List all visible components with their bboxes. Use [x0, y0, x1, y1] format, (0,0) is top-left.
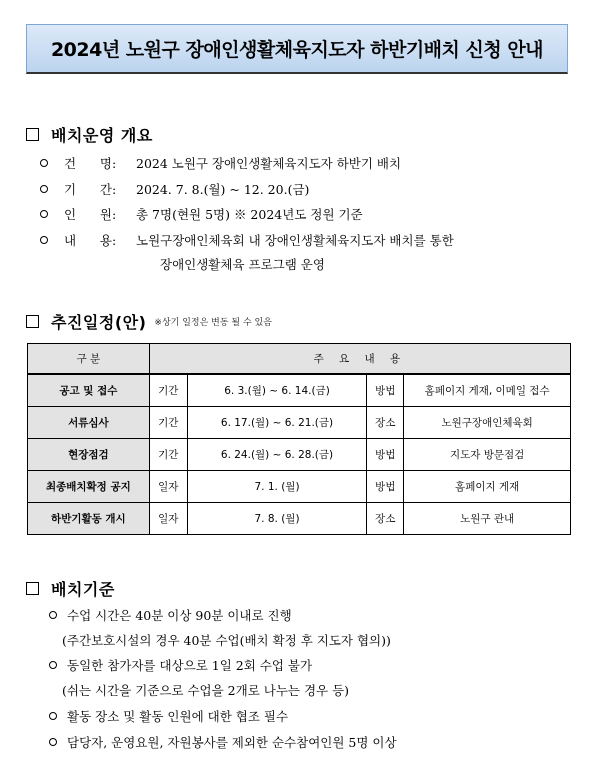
- checkbox-square-icon: [26, 128, 39, 141]
- criteria-item-note: (주간보호시설의 경우 40분 수업(배치 확정 후 지도자 협의)): [62, 633, 391, 648]
- overview-item-period: 기 간: 2024. 7. 8.(월) ~ 12. 20.(금): [40, 180, 309, 198]
- checkbox-square-icon: [26, 582, 39, 595]
- header-category: 구 분: [28, 344, 150, 375]
- table-row: 하반기활동 개시 일자 7. 8. (월) 장소 노원구 관내: [28, 503, 571, 535]
- section-overview-title: 배치운영 개요: [51, 126, 153, 145]
- section-criteria-title: 배치기준: [51, 580, 115, 599]
- circle-bullet-icon: [40, 159, 48, 167]
- circle-bullet-icon: [40, 210, 48, 218]
- circle-bullet-icon: [40, 236, 48, 244]
- page-title: 2024년 노원구 장애인생활체육지도자 하반기배치 신청 안내: [50, 39, 544, 61]
- header-content: 주 요 내 용: [149, 344, 570, 375]
- section-schedule-title: 추진일정(안): [51, 313, 147, 332]
- criteria-item-note: (쉬는 시간을 기준으로 수업을 2개로 나누는 경우 등): [62, 683, 350, 698]
- circle-bullet-icon: [40, 185, 48, 193]
- table-row: 현장점검 기간 6. 24.(월) ~ 6. 28.(금) 방법 지도자 방문점검: [28, 439, 571, 471]
- overview-item-content: 내 용: 노원구장애인체육회 내 장애인생활체육지도자 배치를 통한: [40, 231, 454, 249]
- title-banner: [26, 24, 568, 74]
- overview-item-headcount: 인 원: 총 7명(현원 5명) ※ 2024년도 정원 기준: [40, 205, 363, 223]
- circle-bullet-icon: [49, 611, 57, 619]
- schedule-note: ※상기 일정은 변동 될 수 있음: [154, 318, 272, 328]
- checkbox-square-icon: [26, 315, 39, 328]
- table-row: 공고 및 접수 기간 6. 3.(월) ~ 6. 14.(금) 방법 홈페이지 게재, 이메일 접수: [28, 374, 571, 407]
- section-schedule-header: [26, 310, 272, 333]
- circle-bullet-icon: [49, 661, 57, 669]
- criteria-item: 활동 장소 및 활동 인원에 대한 협조 필수: [49, 707, 288, 725]
- overview-item-name: 건 명: 2024 노원구 장애인생활체육지도자 하반기 배치: [40, 154, 401, 172]
- table-row: 서류심사 기간 6. 17.(월) ~ 6. 21.(금) 장소 노원구장애인체육회: [28, 407, 571, 439]
- criteria-item: 동일한 참가자를 대상으로 1일 2회 수업 불가: [49, 656, 312, 674]
- table-header-row: [28, 344, 571, 375]
- table-row: 최종배치확정 공지 일자 7. 1. (월) 방법 홈페이지 게재: [28, 471, 571, 503]
- criteria-item: 담당자, 운영요원, 자원봉사를 제외한 순수참여인원 5명 이상: [49, 733, 397, 751]
- section-criteria-header: [26, 577, 115, 600]
- circle-bullet-icon: [49, 712, 57, 720]
- section-overview-header: [26, 123, 153, 146]
- circle-bullet-icon: [49, 738, 57, 746]
- criteria-item: 수업 시간은 40분 이상 90분 이내로 진행: [49, 606, 292, 624]
- schedule-table: [27, 343, 571, 535]
- overview-item-content-continuation: 장애인생활체육 프로그램 운영: [160, 257, 325, 272]
